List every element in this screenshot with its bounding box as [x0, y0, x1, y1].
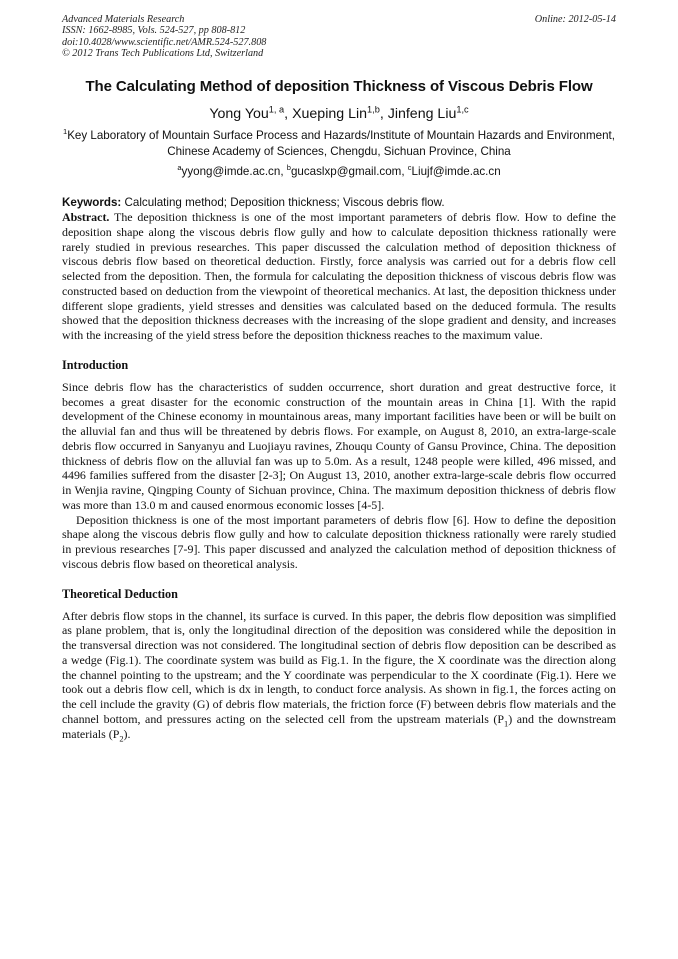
abstract	[62, 210, 616, 343]
email-address[interactable]: yyong@imde.ac.cn	[181, 165, 281, 179]
author-separator: ,	[284, 106, 293, 123]
journal-header	[62, 14, 616, 59]
email-mark: c	[407, 163, 412, 173]
copyright-line: © 2012 Trans Tech Publications Ltd, Switzerland	[62, 47, 264, 59]
paper-page	[62, 14, 616, 744]
author-affil-mark: 1, a	[268, 104, 285, 115]
online-date: Online: 2012-05-14	[534, 14, 616, 25]
affiliation-text: Key Laboratory of Mountain Surface Process and Hazards/Institute of Mountain Hazards and Environment, Chinese Academy of Sciences, Chengdu, Sichuan Province, China	[67, 129, 615, 158]
theory-text: After debris flow stops in the channel, its surface is curved. In this paper, the debris flow deposition was simplified as plane problem, that is, only the longitudinal direction of the deposition was considered while the deposition in the transversal direction was not considered. The longitudinal section of debris flow deposition can be described as a wedge (Fig.1). The coordinate system was build as Fig.1. In the figure, the X coordinate was the direction along the channel pointing to the upstream; and the Y coordinate was perpendicular to the X coordinate (Fig.1). Here we took out a debris flow cell, which is dx in length, to conduct force analysis. As shown in fig.1, the forces acting on the cell include the gravity (G) of debris flow materials, the friction force (F) between debris flow materials and the channel bottom, and pressures acting on the selected cell from the upstream materials (P	[62, 608, 616, 726]
keywords-label: Keywords:	[62, 196, 122, 210]
email-address[interactable]: gucaslxp@gmail.com	[290, 165, 402, 179]
email-mark: b	[286, 163, 291, 173]
section-heading-introduction: Introduction	[62, 357, 129, 372]
issn-line: ISSN: 1662-8985, Vols. 524-527, pp 808-812	[62, 25, 246, 37]
introduction-paragraph-1: Since debris flow has the characteristics of sudden occurrence, short duration and great destructive force, it becomes a great disaster for the economic construction of the mountain areas in China [1]. With the rapid development of the Chinese economy in mountainous areas, many important facilities have been or will be built on the alluvial fan and thus will be threatened by debris flows. For example, on August 8, 2010, an extra-large-scale debris flow occurred in Sanyanyu and Luojiayu ravines, Zhouqu County of Gansu Province, China. The deposition thickness of debris flow on the alluvial fan was up to 5.0m. As a result, 1248 people were killed, 496 missed, and 4496 families suffered from the disaster [2-3]; On August 13, 2010, another extra-large-scale debris flow occurred in Wenjia ravine, Qingping County of Sichuan province, China. The maximum deposition thickness of debris flow was more than 13.0 m and caused enormous economic losses [4-5].	[62, 379, 616, 512]
author-name: Yong You	[209, 106, 269, 123]
abstract-label: Abstract.	[62, 210, 110, 225]
theory-text: ) and the downstream materials (P	[62, 711, 616, 741]
email-address[interactable]: Liujf@imde.ac.cn	[411, 165, 501, 179]
introduction-paragraph-2: Deposition thickness is one of the most important parameters of debris flow [6]. How to define the deposition shape along the viscous debris flow gully and how to calculate deposition thickness rationally were rarely studied in previous researches [7-9]. This paper discussed and analyzed the calculation method of deposition thickness of viscous debris flow based on theoretical analysis.	[62, 512, 616, 571]
author-name: Jinfeng Liu	[387, 106, 457, 123]
affiliation-mark: 1	[63, 127, 68, 137]
theory-paragraph	[62, 609, 616, 742]
author-name: Xueping Lin	[292, 106, 368, 123]
email-mark: a	[177, 163, 182, 173]
abstract-text: The deposition thickness is one of the most important parameters of debris flow. How to define the deposition shape along the viscous debris flow gully and how to calculate deposition thickness rationally were rarely studied in previous researches. This paper discussed the calculation method of deposition thickness of viscous debris flow based on theoretical deduction. Firstly, force analysis was carried out for a debris flow cell selected from the deposition. Then, the formula for calculating the deposition thickness of viscous debris flow was constructed based on deduction from the viewpoint of theoretical mechanics. At last, the deposition thickness under different slope gradients, yield stresses and densities was calculated based on the deduced formula. The results showed that the deposition thickness decreases with the increasing of the slope gradient and density, and increases with the increasing of the yield stress before the deposition thickness reaches to the maximum value.	[62, 210, 616, 343]
affiliation	[62, 128, 616, 159]
author-affil-mark: 1,c	[456, 104, 469, 115]
author-affil-mark: 1,b	[367, 104, 380, 115]
subscript: 2	[119, 734, 124, 744]
author-list	[62, 105, 616, 123]
keywords	[62, 195, 616, 210]
paper-title: The Calculating Method of deposition Thickness of Viscous Debris Flow	[85, 78, 593, 96]
subscript: 1	[504, 719, 509, 729]
theory-text: ).	[123, 726, 131, 741]
author-separator: ,	[379, 106, 388, 123]
email-list: $^a$yyong@imde.ac.cn, $^b$gucaslxp@gmail.com, $^c$Liujf@imde.ac.cn	[177, 163, 501, 179]
keywords-text: Calculating method; Deposition thickness; Viscous debris flow.	[124, 196, 445, 210]
doi-line: doi:10.4028/www.scientific.net/AMR.524-527.808	[62, 36, 267, 48]
journal-name: Advanced Materials Research	[62, 14, 185, 25]
section-heading-theoretical-deduction: Theoretical Deduction	[62, 586, 178, 601]
